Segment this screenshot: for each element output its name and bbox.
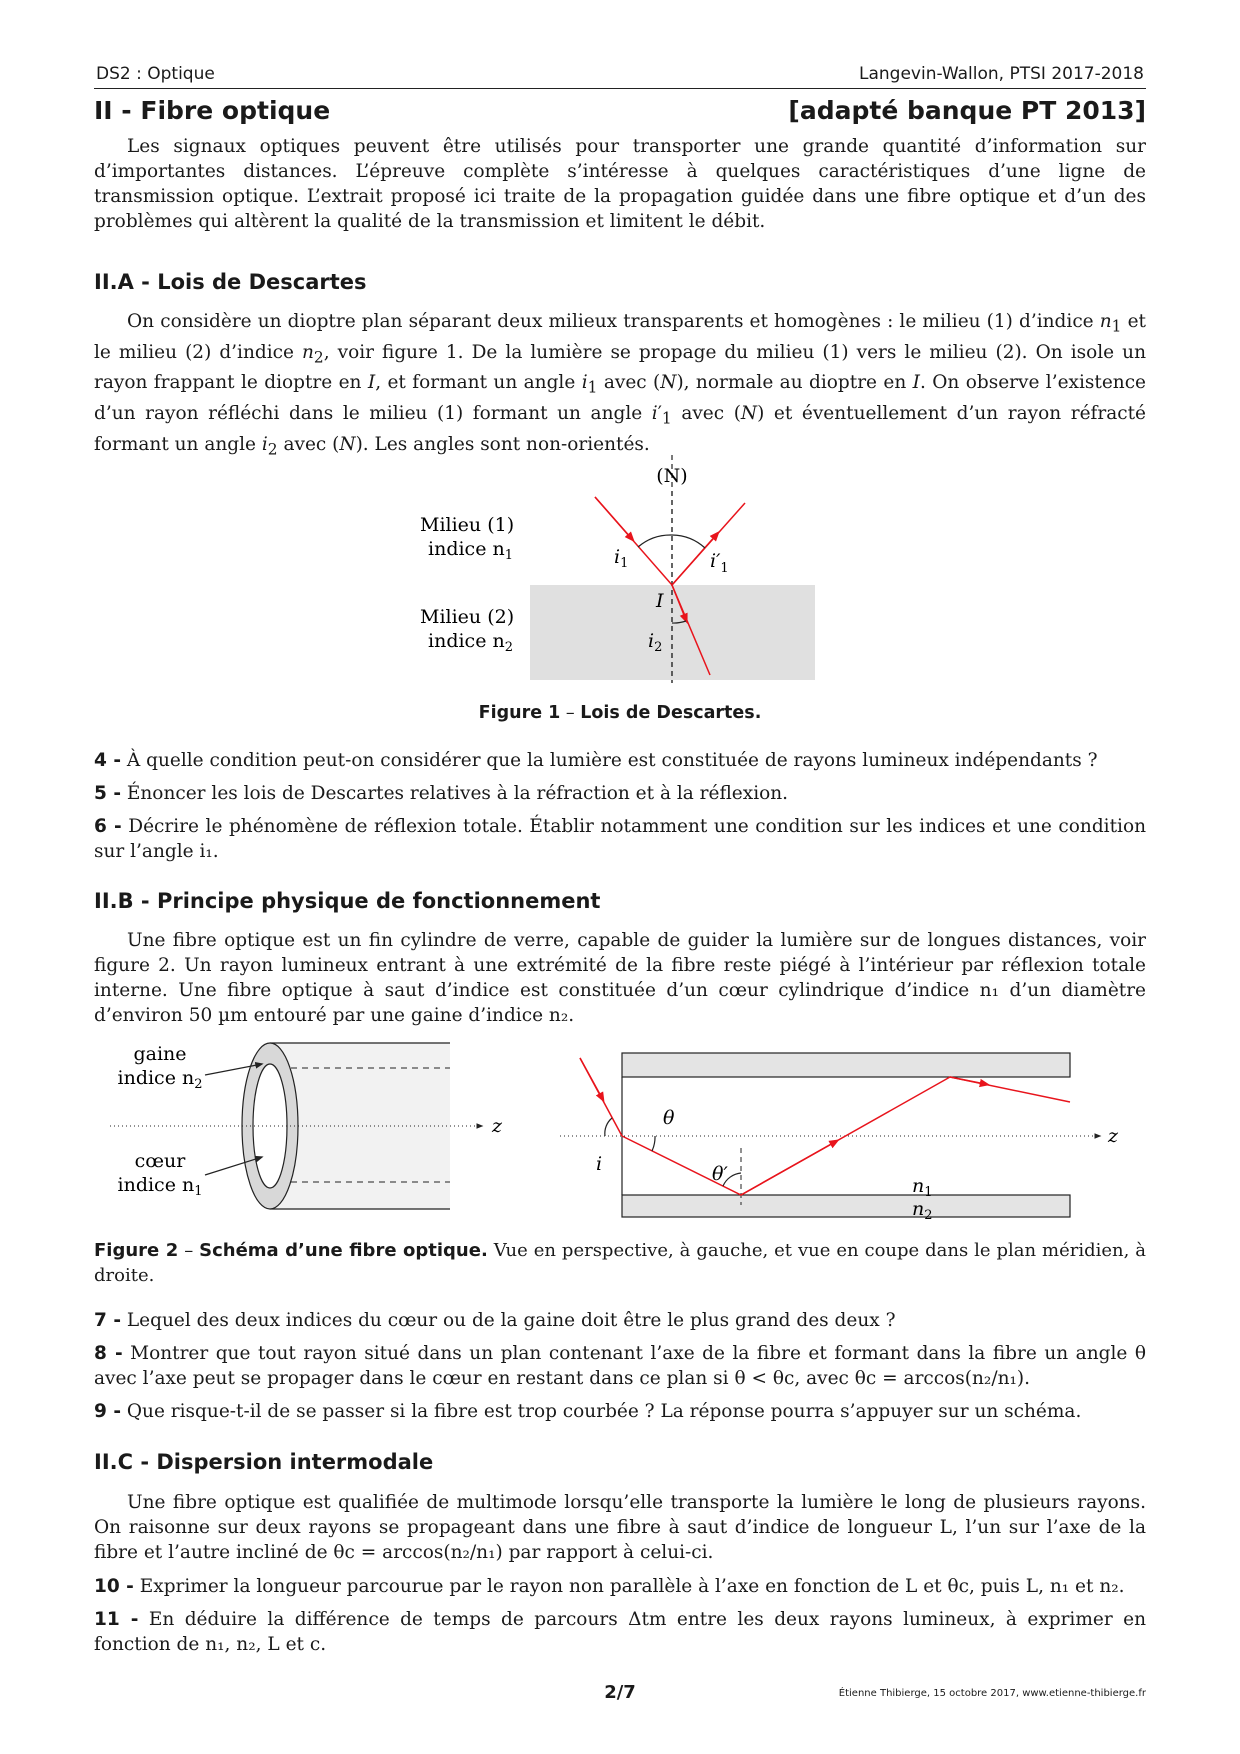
svg-text:i1: $i_1$: [614, 546, 629, 571]
svg-text:z: z: [1108, 1125, 1119, 1147]
guided-ray: [622, 1077, 1070, 1195]
figure-2-meridian: [560, 1040, 1120, 1220]
svg-text:n2: $n_2$: [912, 1198, 933, 1220]
figure-2-perspective: [110, 1040, 530, 1220]
header-right: Langevin-Wallon, PTSI 2017-2018: [859, 64, 1144, 84]
svg-text:θ: θ: [663, 1107, 675, 1129]
svg-text:i′1: $i'_1$: [710, 550, 729, 576]
partA-text: On considère un dioptre plan séparant deux milieux transparents et homogènes : le milieu (1) d’indice $n_1$ et le milieu (2) d’indice $n_2$, voir figure 1. De la lumière se propage du milieu (1) vers le milieu (2). On isole un rayon frappant le dioptre en I, et formant un angle $i_1$ avec (N), normale au dioptre en I. On observe l’existence d’un rayon réfléchi dans le milieu (1) formant un angle $i'_1$ avec (N) et éventuellement d’un rayon réfracté formant un angle $i_2$ avec (N). Les angles sont non-orientés.: [94, 311, 1146, 459]
footer-credit: Étienne Thibierge, 15 octobre 2017, www.etienne-thibierge.fr: [838, 1688, 1146, 1699]
section-intro: Les signaux optiques peuvent être utilisés pour transporter une grande quantité d’information sur d’importantes distances. L’épreuve complète s’intéresse à quelques caractéristiques d’une ligne de transmission optique. L’extrait proposé ici traite de la propagation guidée dans une fibre optique et d’un des problèmes qui altèrent la qualité de la transmission et limitent le débit.: [94, 136, 1146, 232]
angle-i1p-arc: [672, 535, 705, 548]
partC-text: Une fibre optique est qualifiée de multimode lorsqu’elle transporte la lumière le long de plusieurs rayons. On raisonne sur deux rayons se propageant dans une fibre à saut d’indice de longueur L, l’un sur l’axe de la fibre et l’autre incliné de θc = arccos(n₂/n₁) par rapport à celui-ci.: [94, 1492, 1146, 1563]
section-source: [adapté banque PT 2013]: [788, 96, 1146, 125]
questions-A: 4 - À quelle condition peut-on considérer que la lumière est constituée de rayons lumineux indépendants ? 5 - Énoncer les lois de Descartes relatives à la réfraction et à la réflexion. 6 - Décrire le phénomène de réflexion totale. Établir notamment une condition sur les indices et une condition sur l’angle i₁.: [94, 750, 1146, 862]
angle-i-arc: [605, 1118, 612, 1136]
normal-label: (N): [656, 465, 688, 487]
questions-B: 7 - Lequel des deux indices du cœur ou de la gaine doit être le plus grand des deux ? 8 - Montrer que tout rayon situé dans un plan contenant l’axe de la fibre et formant dans la fibre un angle θ avec l’axe peut se propager dans le cœur en restant dans ce plan si θ < θc, avec θc = arccos(n₂/n₁). 9 - Que risque-t-il de se passer si la fibre est trop courbée ? La réponse pourra s’appuyer sur un schéma.: [94, 1310, 1146, 1422]
svg-text:i2: $i_2$: [648, 630, 663, 655]
svg-text:θ′: θ′: [712, 1163, 728, 1185]
svg-text:cœur: cœur: [134, 1150, 186, 1172]
questions-C: 10 - Exprimer la longueur parcourue par le rayon non parallèle à l’axe en fonction de L et θc, puis L, n₁ et n₂. 11 - En déduire la différence de temps de parcours Δtm entre les deux rayons lumineux, à exprimer en fonction de n₁, n₂, L et c.: [94, 1576, 1146, 1655]
partC-title: II.C - Dispersion intermodale: [94, 1450, 434, 1474]
milieu2-label: Milieu (2): [420, 606, 515, 628]
svg-text:indice n2: indice $n_2$: [428, 630, 513, 655]
page-number: 2/7: [604, 1682, 636, 1703]
header-left: DS2 : Optique: [96, 64, 215, 84]
point-I-label: I: [656, 590, 664, 612]
svg-text:n1: $n_1$: [912, 1175, 933, 1200]
angle-i1-arc: [638, 535, 672, 547]
section-title-row: [94, 96, 1146, 125]
figure-1-caption: Figure 1 – Lois de Descartes.: [478, 703, 762, 723]
svg-text:z: z: [492, 1115, 503, 1137]
figure-1-descartes: [420, 455, 820, 690]
partB-title: II.B - Principe physique de fonctionnement: [94, 889, 601, 913]
milieu1-label: Milieu (1): [420, 514, 515, 536]
svg-text:indice n1: indice $n_1$: [428, 538, 513, 563]
svg-text:gaine: gaine: [133, 1043, 187, 1065]
partA-title: II.A - Lois de Descartes: [94, 270, 367, 294]
page-header: [94, 62, 1146, 89]
svg-text:indice n2: indice $n_2$: [117, 1067, 203, 1092]
svg-text:indice n1: indice $n_1$: [117, 1174, 203, 1199]
figure-2-caption: Figure 2 – Schéma d’une fibre optique. Vue en perspective, à gauche, et vue en coupe dans le plan méridien, à droite.: [94, 1240, 1147, 1286]
section-title: II - Fibre optique: [94, 96, 331, 125]
angle-theta-arc: [652, 1136, 655, 1151]
svg-text:i: i: [596, 1153, 603, 1175]
partB-text: Une fibre optique est un fin cylindre de verre, capable de guider la lumière sur de longues distances, voir figure 2. Un rayon lumineux entrant à une extrémité de la fibre reste piégé à l’intérieur par réflexion totale interne. Une fibre optique à saut d’indice est constituée d’un cœur cylindrique d’indice n₁ d’un diamètre d’environ 50 µm entouré par une gaine d’indice n₂.: [94, 930, 1146, 1026]
